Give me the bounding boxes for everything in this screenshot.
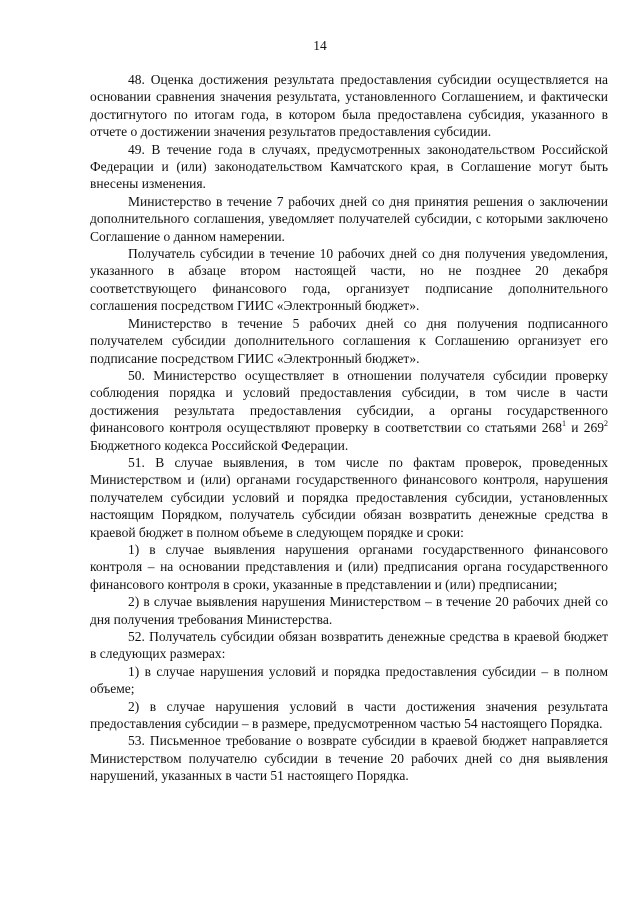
page-number: 14: [313, 38, 327, 53]
paragraph-51-item-2: 2) в случае выявления нарушения Министерством – в течение 20 рабочих дней со дня получения требования Министерства.: [90, 594, 608, 627]
paragraph-52: 52. Получатель субсидии обязан возвратить денежные средства в краевой бюджет в следующих размерах:: [90, 629, 608, 662]
paragraph-50-and: и 269: [565, 420, 604, 436]
paragraph-48: 48. Оценка достижения результата предоставления субсидии осуществляется на основании сравнения значения результата, установленного Соглашением, и фактически достигнутого по итогам года, в котором была предоставлена субсидия, указанного в отчете о достижении значения результатов предоставления субсидии.: [90, 72, 608, 140]
document-body: [90, 71, 608, 785]
paragraph-49-signing: Получатель субсидии в течение 10 рабочих дней со дня получения уведомления, указанного в абзаце втором настоящей части, но не позднее 20 декабря соответствующего финансового года, организует подписание дополнительного соглашения посредством ГИИС «Электронный бюджет».: [90, 246, 608, 314]
paragraph-49-ministry-signing: Министерство в течение 5 рабочих дней со дня получения подписанного получателем субсидии дополнительного соглашения к Соглашению организует его подписание посредством ГИИС «Электронный бюджет».: [90, 315, 608, 366]
paragraph-52-item-1: 1) в случае нарушения условий и порядка предоставления субсидии – в полном объеме;: [90, 663, 608, 697]
paragraph-50-end: Бюджетного кодекса Российской Федерации.: [90, 437, 349, 453]
paragraph-49: 49. В течение года в случаях, предусмотренных законодательством Российской Федерации и (или) законодательством Камчатского края, в Соглашение могут быть внесены изменения.: [90, 141, 608, 192]
paragraph-51-item-1: 1) в случае выявления нарушения органами государственного финансового контроля – на основании представления и (или) предписания органа государственного финансового контроля в сроки, указанные в представлении и (или) предписании;: [90, 541, 608, 592]
article-superscript-2: 2: [604, 418, 608, 428]
paragraph-52-item-2: 2) в случае нарушения условий в части достижения значения результата предоставления субсидии – в размере, предусмотренном частью 54 настоящего Порядка.: [90, 698, 608, 732]
paragraph-50: [90, 367, 608, 454]
paragraph-53: 53. Письменное требование о возврате субсидии в краевой бюджет направляется Министерством получателю субсидии в течение 20 рабочих дней со дня выявления нарушений, указанных в части 51 настоящего Порядка.: [90, 733, 608, 784]
article-superscript-1: 1: [561, 418, 566, 428]
paragraph-50-text: 50. Министерство осуществляет в отношении получателя субсидии проверку соблюдения порядка и условий предоставления субсидии, в том числе в части достижения результата предоставления субсидии, а органы государственного финансового контроля осуществляют проверку в соответствии со статьями 268: [90, 367, 608, 436]
paragraph-51: 51. В случае выявления, в том числе по фактам проверок, проведенных Министерством и (или) органами государственного финансового контроля, нарушения получателем субсидии условий и порядка предоставления субсидии, установленных настоящим Порядком, получатель субсидии обязан возвратить денежные средства в краевой бюджет в полном объеме в следующем порядке и сроки:: [90, 454, 608, 540]
paragraph-49-notification: Министерство в течение 7 рабочих дней со дня принятия решения о заключении дополнительного соглашения, уведомляет получателей субсидии, с которыми заключено Соглашение о данном намерении.: [90, 193, 608, 244]
